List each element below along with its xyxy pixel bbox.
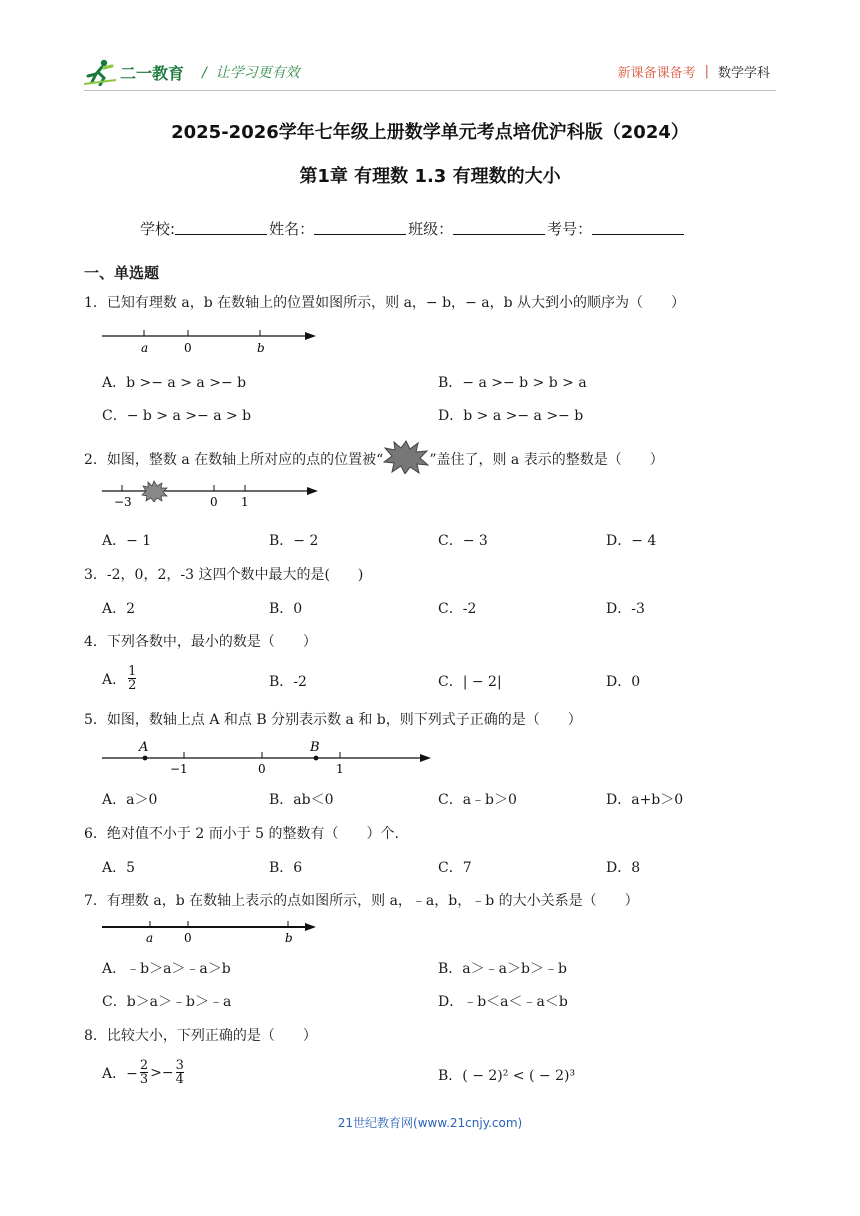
question-6-stem: 6．绝对值不小于 2 而小于 5 的整数有（ ）个. [84,826,399,842]
footer-source: 21世纪教育网(www.21cnjy.com) [337,1116,523,1130]
question-1-option-a: A．b >− a > a >− b [102,375,247,391]
fraction-one-half: $\frac{1}{2}$ [128,664,137,693]
q5-label-neg1: −1 [170,762,188,776]
logo-text: 二一教育 [120,63,185,83]
header-course-label: 新课备课备考 [617,66,696,81]
question-4-option-c: C．| − 2| [438,674,502,690]
question-4-option-b: B．-2 [269,674,307,690]
question-1-option-c: C．− b > a >− a > b [102,408,252,424]
number-label: 考号： [547,220,593,238]
question-8-option-a: A．− $\frac{2}{3}$ >− $\frac{3}{4}$ [102,1058,184,1087]
question-5-stem: 5．如图，数轴上点 A 和点 B 分别表示数 a 和 b，则下列式子正确的是（ ） [84,712,582,728]
q7-label-a: a [146,931,154,945]
q7-label-0: 0 [184,931,192,945]
question-1-option-d: D．b > a >− a >− b [438,408,584,424]
question-7-option-a: A．﹣b＞a＞﹣a＞b [102,961,231,977]
question-2-option-b: B．− 2 [269,533,319,549]
header-divider [84,90,776,91]
name-label: 姓名： [269,220,315,238]
question-3-stem: 3．-2，0，2，-3 这四个数中最大的是( ) [84,567,364,583]
runner-logo-icon [84,58,118,86]
header-subject-label: 数学学科 [717,66,770,81]
question-7-number-line [100,918,320,946]
question-7-option-b: B．a＞﹣a＞b＞﹣b [438,961,567,977]
splat-icon [383,440,429,474]
question-3-option-a: A．2 [102,601,136,617]
q2-label-0: 0 [210,495,218,509]
fraction-two-thirds: $\frac{2}{3}$ [139,1058,149,1087]
student-info [140,218,686,239]
school-label: 学校: [140,220,176,238]
class-label: 班级： [408,220,454,238]
header-subject [618,62,770,81]
page-title: 2025-2026学年七年级上册数学单元考点培优沪科版（2024） [171,122,689,143]
question-5-option-b: B．ab＜0 [269,792,334,808]
question-7-option-d: D．﹣b＜a＜﹣a＜b [438,994,568,1010]
q1-label-a: a [141,341,149,355]
question-7-stem: 7．有理数 a，b 在数轴上表示的点如图所示，则 a，﹣a，b，﹣b 的大小关系是（ ） [84,893,639,909]
question-2-option-d: D．− 4 [606,533,657,549]
q1-label-b: b [257,341,265,355]
school-blank [175,218,267,235]
question-7-option-c: C．b＞a＞﹣b＞﹣a [102,994,232,1010]
q5-label-B: B [310,740,320,755]
slogan: / 让学习更有效 [202,65,300,81]
question-1-option-b: B．− a >− b > b > a [438,375,587,391]
question-1-stem: 1．已知有理数 a，b 在数轴上的位置如图所示，则 a，− b，− a，b 从大到小的顺序为（ ） [84,295,685,311]
question-3-option-d: D．-3 [606,601,645,617]
q2-splat-icon [142,481,167,502]
section-title: 一、单选题 [84,264,160,282]
q5-label-0: 0 [258,762,266,776]
question-4-stem: 4．下列各数中，最小的数是（ ） [84,634,317,650]
question-2-option-c: C．− 3 [438,533,488,549]
number-blank [592,218,684,235]
question-8-stem: 8．比较大小，下列正确的是（ ） [84,1028,317,1044]
question-6-option-b: B．6 [269,860,303,876]
name-blank [314,218,406,235]
q5-label-A: A [139,740,149,755]
q1-label-0: 0 [184,341,192,355]
header-separator: | [704,64,709,79]
class-blank [453,218,545,235]
fraction-three-quarters: $\frac{3}{4}$ [175,1058,184,1087]
brand-logo [84,58,184,86]
question-6-option-c: C．7 [438,860,472,876]
question-5-option-d: D．a+b＞0 [606,792,684,808]
question-2-stem: 2．如图，整数 a 在数轴上所对应的点的位置被“ ”盖住了，则 a 表示的整数是（ ） [84,444,664,474]
question-2-number-line [100,480,322,510]
question-4-option-a: A． $\frac{1}{2}$ [102,664,137,693]
question-1-number-line [100,326,320,356]
question-5-option-a: A．a＞0 [102,792,158,808]
question-6-option-d: D．8 [606,860,641,876]
question-8-option-b: B．( − 2)² < ( − 2)³ [438,1068,576,1084]
question-3-option-c: C．-2 [438,601,477,617]
question-3-option-b: B．0 [269,601,303,617]
question-2-option-a: A．− 1 [102,533,152,549]
question-6-option-a: A．5 [102,860,136,876]
q2-label-1: 1 [241,495,249,509]
question-5-number-line [100,738,435,776]
question-4-option-d: D．0 [606,674,641,690]
chapter-title: 第1章 有理数 1.3 有理数的大小 [299,166,561,187]
q5-label-1: 1 [336,762,344,776]
q2-label-neg3: −3 [114,495,132,509]
q7-label-b: b [285,931,293,945]
question-5-option-c: C．a﹣b＞0 [438,792,517,808]
